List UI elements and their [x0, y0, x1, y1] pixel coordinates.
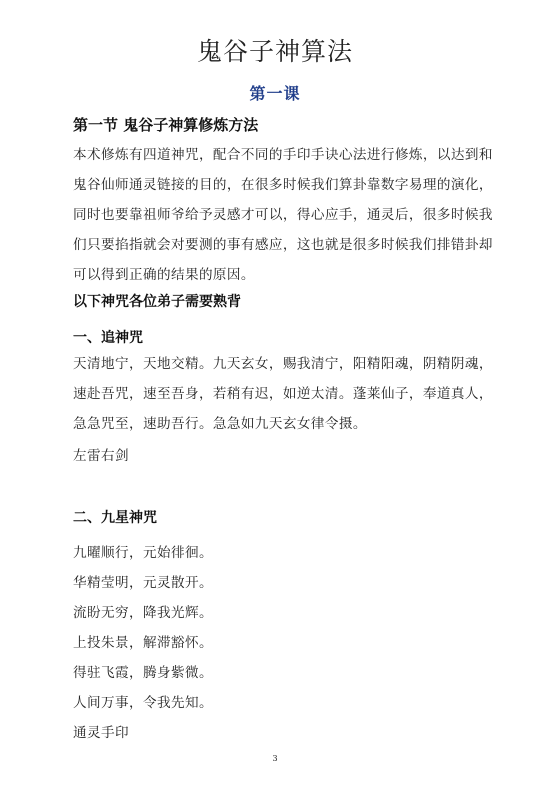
spell1-line: 天清地宁，天地交精。九天玄女，赐我清宁，阳精阳魂，阴精阴魂，: [73, 356, 493, 372]
spell2-line: 流盼无穷，降我光辉。: [73, 605, 213, 621]
document-title: 鬼谷子神算法: [196, 37, 353, 66]
spell2-line: 上投朱景，解滞豁怀。: [73, 635, 213, 651]
spell1-line: 速赴吾咒，速至吾身，若稍有迟，如逆太清。蓬莱仙子，奉道真人，: [73, 386, 493, 402]
spell2-heading: 二、九星神咒: [73, 510, 157, 526]
page-number: 3: [272, 754, 278, 763]
spell2-line: 九曜顺行，元始徘徊。: [73, 545, 213, 561]
section-title: 第一节 鬼谷子神算修炼方法: [73, 116, 259, 134]
spell2-line: 得驻飞霞，腾身紫微。: [73, 665, 213, 681]
spell1-line: 急急咒至，速助吾行。急急如九天玄女律令摄。: [73, 416, 367, 432]
intro-line: 鬼谷仙师通灵链接的目的，在很多时候我们算卦靠数字易理的演化，: [73, 177, 493, 193]
spell1-heading: 一、追神咒: [73, 330, 143, 346]
memorize-note: 以下神咒各位弟子需要熟背: [73, 294, 241, 310]
intro-line: 同时也要靠祖师爷给予灵感才可以，得心应手，通灵后，很多时候我: [73, 207, 493, 223]
spell2-line: 人间万事，令我先知。: [73, 695, 213, 711]
intro-line: 们只要掐指就会对要测的事有感应，这也就是很多时候我们排错卦却: [73, 237, 493, 253]
spell1-note: 左雷右剑: [73, 448, 129, 464]
spell2-note: 通灵手印: [73, 725, 129, 741]
spell2-line: 华精莹明，元灵散开。: [73, 575, 213, 591]
spell1-text: [73, 349, 493, 439]
intro-line: 本术修炼有四道神咒，配合不同的手印手诀心法进行修炼，以达到和: [73, 147, 493, 163]
intro-line: 可以得到正确的结果的原因。: [73, 267, 255, 283]
lesson-heading: 第一课: [249, 84, 301, 103]
intro-paragraph: [73, 140, 493, 290]
